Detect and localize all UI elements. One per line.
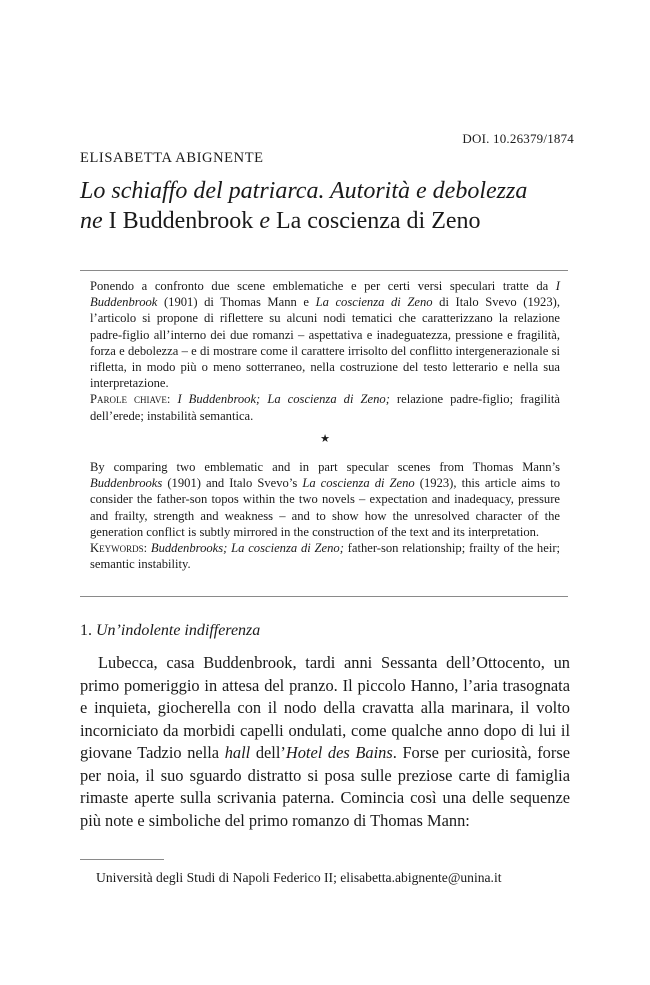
footnote-affiliation: Università degli Studi di Napoli Federico II; elisabetta.abignente@unina.it — [96, 870, 502, 885]
title-ne: ne — [80, 208, 103, 234]
abstract-italian — [90, 278, 560, 424]
abstract-it-work-1: I Buddenbrook — [90, 279, 560, 310]
footnote-rule — [80, 859, 164, 860]
keywords-en-work-2: La coscienza di Zeno; — [231, 541, 344, 556]
abstract-top-rule — [80, 270, 568, 271]
title-work-zeno: La coscienza di Zeno — [269, 208, 481, 234]
paragraph-italic-hotel: Hotel des Bains — [285, 743, 393, 762]
body-paragraph — [80, 652, 570, 832]
title-e: e — [259, 208, 270, 234]
abstract-english — [90, 459, 560, 572]
abstract-en-work-1: Buddenbrooks — [90, 476, 163, 491]
abstract-en-text-2: (1901) and Italo Svevo’s — [162, 476, 303, 491]
paragraph-text-1: Lubecca, casa Buddenbrook, tardi anni Sessanta dell’Ottocento, un primo pomeriggio in attesa del pranzo. Il piccolo Hanno, l’aria trasognata e inquieta, giocherella con il nodo della cravatta alla marinara, il volto incorniciato da morbidi capelli ondulati, come qualche anno dopo di lui il giovane Tadzio nella — [80, 653, 570, 762]
section-title-text: Un’indolente indifferenza — [96, 622, 261, 639]
keywords-it-rest: relazione padre-figlio; fragilità dell’erede; instabilità semantica. — [90, 392, 560, 423]
keywords-it-work-2: La coscienza di Zeno; — [267, 392, 390, 407]
abstract-it-work-2: La coscienza di Zeno — [315, 295, 433, 310]
abstract-it-text-3: di Italo Svevo (1923), l’articolo si propone di riflettere su alcuni nodi tematici che caratterizzano la relazione padre-figlio all’interno dei due romanzi – aspettativa e inadeguatezza, pressione e fragilità, forza e debolezza – e di mostrare come il carattere irrisolto del conflitto intergenerazionale si rifletta, in modo più o meno sotterraneo, nella costruzione del testo letterario e nella sua interpretazione. — [90, 295, 560, 391]
keywords-en-label: Keywords: — [90, 541, 148, 556]
abstract-it-text-2: (1901) di Thomas Mann e — [157, 295, 316, 310]
abstract-en-text-3: (1923), this article aims to consider the father-son topos within the two novels – expectation and inadequacy, pressure and frailty, strength and weakness – and to show how the unresolved character of the generation conflict is subtly mirrored in the construction of the text and its interpretation. — [90, 476, 560, 539]
keywords-en-rest: father-son relationship; frailty of the heir; semantic instability. — [90, 541, 561, 572]
section-number: 1. — [80, 622, 92, 639]
abstract-it-text-1: Ponendo a confronto due scene emblematiche e per certi versi speculari tratte da — [90, 279, 556, 293]
title-work-buddenbrook: I Buddenbrook — [102, 208, 260, 234]
abstract-bottom-rule — [80, 596, 568, 597]
paragraph-italic-hall: hall — [224, 743, 251, 762]
author-name: ELISABETTA ABIGNENTE — [80, 150, 264, 166]
keywords-it-label: Parole chiave: — [90, 392, 171, 407]
keywords-it-work-1: I Buddenbrook; — [177, 392, 261, 407]
section-heading — [80, 622, 260, 640]
doi-label: DOI. 10.26379/1874 — [462, 131, 574, 146]
keywords-en-work-1: Buddenbrooks; — [150, 541, 228, 556]
article-title — [80, 176, 580, 236]
title-line-1: Lo schiaffo del patriarca. Autorità e debolezza — [80, 178, 528, 204]
separator-star: ★ — [320, 432, 330, 445]
paragraph-text-3: . Forse per curiosità, forse per noia, il suo sguardo distratto si posa sulle preziose carte di famiglia rimaste aperte sulla scrivania paterna. Comincia così una delle sequenze più note e simboliche del primo romanzo di Thomas Mann: — [80, 743, 570, 830]
abstract-en-text-1: By comparing two emblematic and in part specular scenes from Thomas Mann’s — [90, 460, 560, 474]
paragraph-text-2: dell’ — [250, 743, 286, 762]
abstract-en-work-2: La coscienza di Zeno — [302, 476, 415, 491]
title-line-2 — [80, 206, 580, 236]
